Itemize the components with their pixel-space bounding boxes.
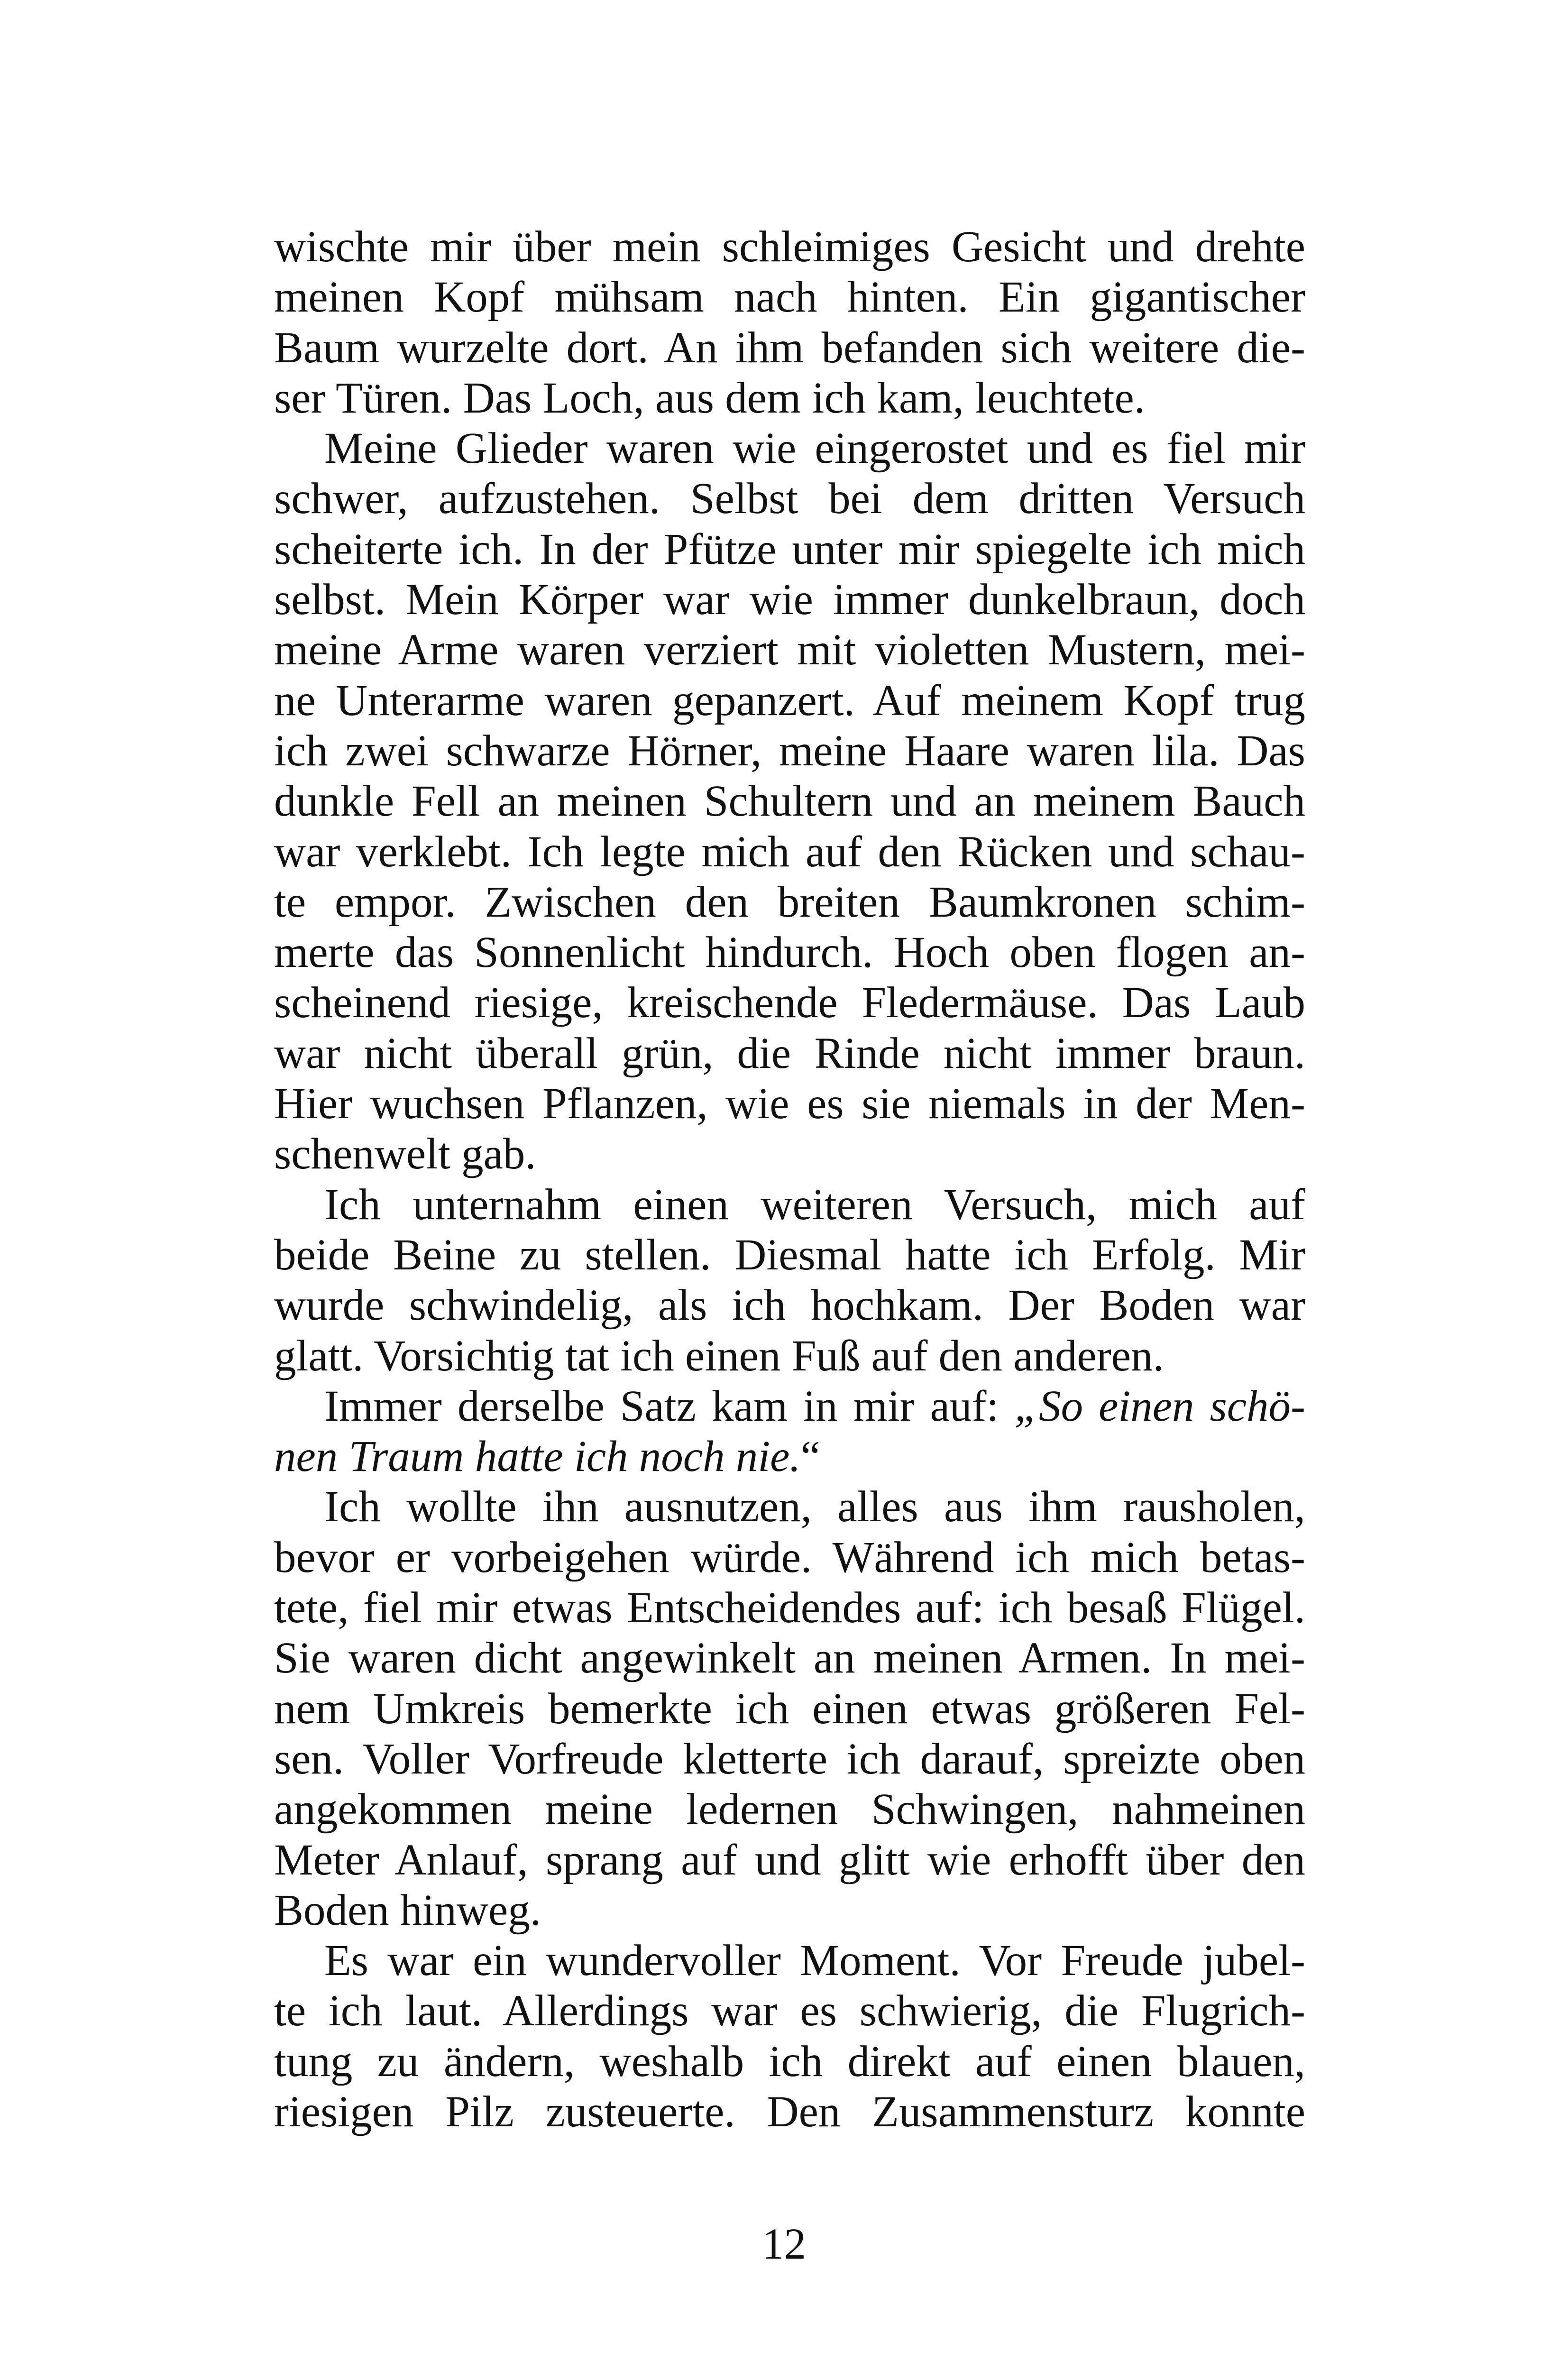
text-line-content: sen. Voller Vorfreude kletterte ich darauf, spreizte oben xyxy=(274,1734,1305,1783)
text-line xyxy=(274,1230,1305,1280)
text-line xyxy=(274,2037,1305,2087)
text-line-content: dunkle Fell an meinen Schultern und an meinem Bauch xyxy=(274,777,1305,826)
text-line xyxy=(274,1280,1305,1331)
italic-quote: „So einen schö- xyxy=(1014,1381,1306,1431)
text-line xyxy=(274,1432,1305,1482)
text-line-content: wurde schwindelig, als ich hochkam. Der Boden war xyxy=(274,1281,1305,1330)
text-line-content: Es war ein wundervoller Moment. Vor Freude jubel- xyxy=(324,1936,1305,1985)
text-line-content: schenwelt gab. xyxy=(274,1130,536,1179)
text-line-content: Boden hinweg. xyxy=(274,1885,541,1935)
text-line-content: Meine Glieder waren wie eingerostet und es fiel mir xyxy=(324,424,1305,473)
text-line xyxy=(274,423,1305,474)
text-line xyxy=(274,575,1305,625)
text-line-content: war verklebt. Ich legte mich auf den Rücken und schau- xyxy=(274,827,1305,876)
text-line-content: meine Arme waren verziert mit violetten Mustern, mei- xyxy=(274,625,1305,675)
text-line xyxy=(274,1482,1305,1532)
text-line xyxy=(274,1885,1305,1936)
text-line xyxy=(274,1784,1305,1835)
text-line xyxy=(274,1734,1305,1784)
text-line-content: wischte mir über mein schleimiges Gesicht und drehte xyxy=(274,222,1305,271)
text-line-content: selbst. Mein Körper war wie immer dunkelbraun, doch xyxy=(274,575,1305,625)
text-line-content: ne Unterarme waren gepanzert. Auf meinem Kopf trug xyxy=(274,676,1305,725)
text-line-content: Ich wollte ihn ausnutzen, alles aus ihm rausholen, xyxy=(324,1482,1305,1532)
text-line xyxy=(274,222,1305,272)
text-line-content: riesigen Pilz zusteuerte. Den Zusammensturz konnte xyxy=(274,2087,1305,2136)
text-line-content: Immer derselbe Satz kam in mir auf: xyxy=(324,1381,1015,1431)
text-line xyxy=(274,323,1305,373)
text-line-content: scheiterte ich. In der Pfütze unter mir spiegelte ich mich xyxy=(274,524,1305,574)
text-line xyxy=(274,776,1305,827)
text-line xyxy=(274,1633,1305,1683)
text-line xyxy=(274,625,1305,675)
text-line xyxy=(274,1583,1305,1633)
text-line xyxy=(274,373,1305,423)
text-line xyxy=(274,1029,1305,1079)
text-line xyxy=(274,877,1305,928)
text-line-content: scheinend riesige, kreischende Fledermäuse. Das Laub xyxy=(274,978,1305,1028)
text-line-content: tung zu ändern, weshalb ich direkt auf einen blauen, xyxy=(274,2037,1305,2086)
text-line xyxy=(274,272,1305,322)
text-line-content: Baum wurzelte dort. An ihm befanden sich weitere die- xyxy=(274,323,1305,372)
page-number: 12 xyxy=(762,2220,806,2269)
text-line-content: ser Türen. Das Loch, aus dem ich kam, leuchtete. xyxy=(274,373,1145,423)
text-line xyxy=(274,1835,1305,1885)
text-line-content: ich zwei schwarze Hörner, meine Haare waren lila. Das xyxy=(274,726,1305,775)
text-line xyxy=(274,524,1305,575)
text-line-content: bevor er vorbeigehen würde. Während ich mich betas- xyxy=(274,1533,1305,1582)
text-line-content: tete, fiel mir etwas Entscheidendes auf: ich besaß Flügel. xyxy=(274,1583,1305,1633)
text-line-content: glatt. Vorsichtig tat ich einen Fuß auf den anderen. xyxy=(274,1331,1164,1380)
text-line xyxy=(274,726,1305,776)
text-line-content: te empor. Zwischen den breiten Baumkronen schim- xyxy=(274,877,1305,927)
text-line xyxy=(274,676,1305,726)
text-line xyxy=(274,928,1305,978)
text-line-content: merte das Sonnenlicht hindurch. Hoch oben flogen an- xyxy=(274,928,1305,977)
text-line-content: Meter Anlauf, sprang auf und glitt wie erhofft über den xyxy=(274,1835,1305,1884)
text-line-content: war nicht überall grün, die Rinde nicht immer braun. xyxy=(274,1029,1305,1078)
text-line-content: Hier wuchsen Pflanzen, wie es sie niemals in der Men- xyxy=(274,1079,1305,1129)
text-line-content: beide Beine zu stellen. Diesmal hatte ich Erfolg. Mir xyxy=(274,1230,1305,1279)
text-line xyxy=(274,978,1305,1028)
text-line xyxy=(274,827,1305,877)
text-line xyxy=(274,1129,1305,1179)
text-line-content: schwer, aufzustehen. Selbst bei dem dritten Versuch xyxy=(274,474,1305,524)
text-line-content: meinen Kopf mühsam nach hinten. Ein gigantischer xyxy=(274,273,1305,322)
text-line xyxy=(274,1684,1305,1734)
closing-quote: “ xyxy=(800,1432,820,1481)
text-line-content: Sie waren dicht angewinkelt an meinen Armen. In mei- xyxy=(274,1634,1305,1683)
text-line xyxy=(274,1079,1305,1129)
text-line xyxy=(274,1331,1305,1381)
text-line xyxy=(274,1936,1305,1986)
text-line xyxy=(274,1180,1305,1230)
text-line xyxy=(274,2087,1305,2137)
text-line xyxy=(274,1533,1305,1583)
text-line xyxy=(274,474,1305,524)
text-line-content: angekommen meine ledernen Schwingen, nahmeinen xyxy=(274,1785,1305,1834)
text-line xyxy=(274,1986,1305,2036)
text-line xyxy=(274,1381,1305,1432)
text-line-content: nem Umkreis bemerkte ich einen etwas größeren Fel- xyxy=(274,1684,1305,1733)
text-line-content: Ich unternahm einen weiteren Versuch, mich auf xyxy=(324,1180,1305,1229)
body-text xyxy=(274,222,1305,2137)
italic-quote: nen Traum hatte ich noch nie. xyxy=(274,1432,801,1481)
text-line-content: te ich laut. Allerdings war es schwierig, die Flugrich- xyxy=(274,1986,1305,2036)
